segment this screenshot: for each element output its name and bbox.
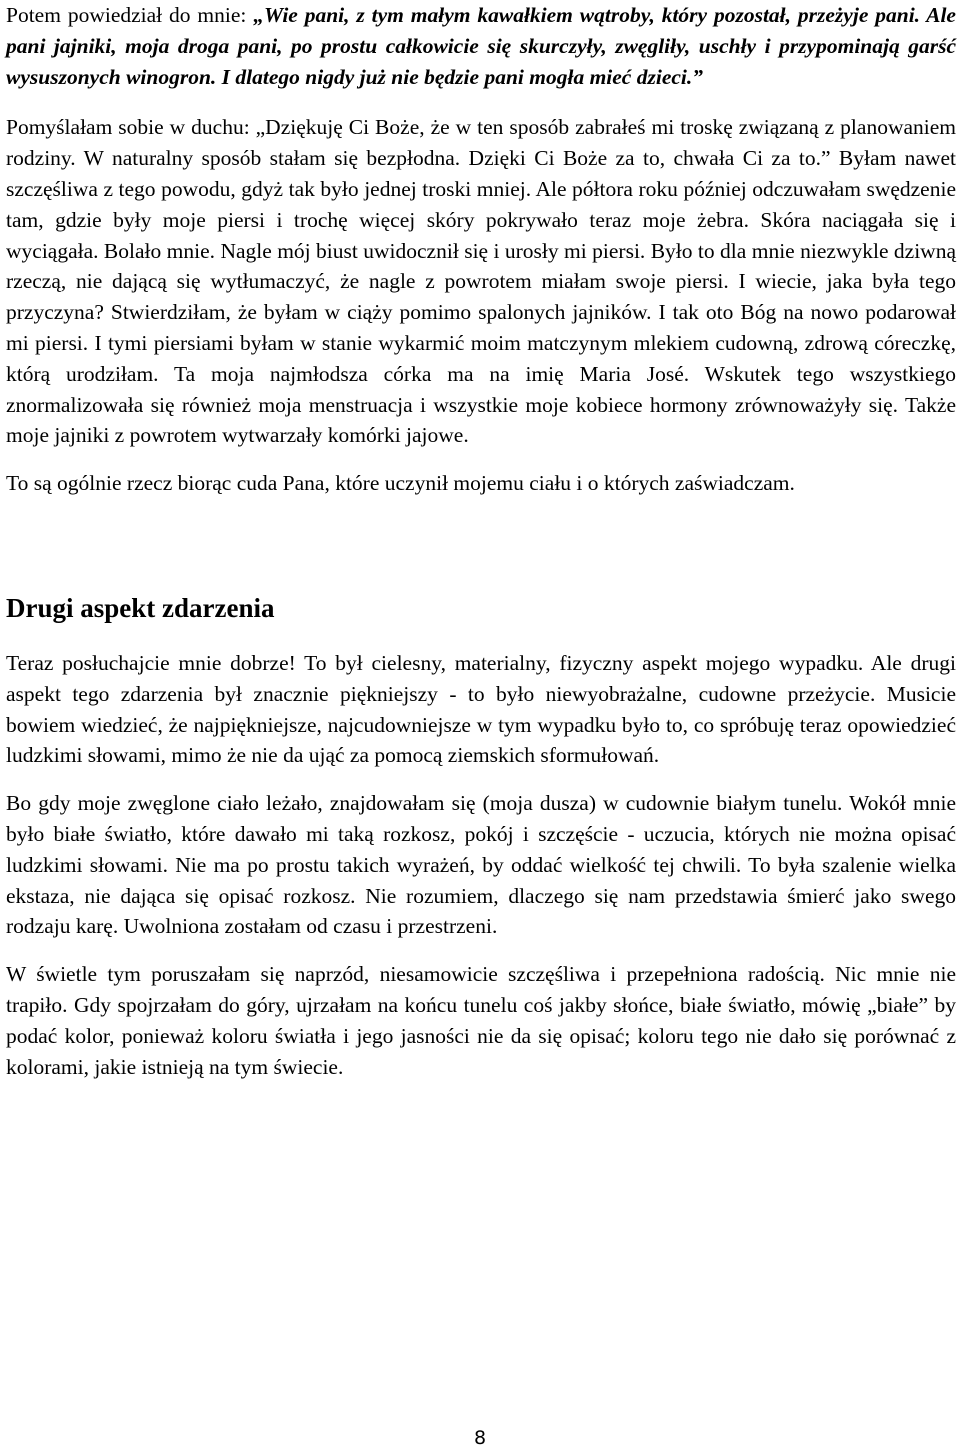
body-paragraph: W świetle tym poruszałam się naprzód, niesamowicie szczęśliwa i przepełniona radością. Nic mnie nie trapiło. Gdy spojrzałam do góry, ujrzałam na końcu tunelu coś jakby słońce, białe światło, mówię „białe” by podać kolor, ponieważ koloru światła i jego jasności nie da się opisać; koloru tego nie dało się porównać z kolorami, jakie istnieją na tym świecie.: [6, 962, 956, 1079]
body-paragraph: Teraz posłuchajcie mnie dobrze! To był cielesny, materialny, fizyczny aspekt mojego wypadku. Ale drugi aspekt tego zdarzenia był znacznie piękniejszy - to było niewyobrażalne, cudowne przeżycie. Musicie bowiem wiedzieć, że najpiękniejsze, najcudowniejsze w tym wypadku było to, co spróbuję teraz opowiedzieć ludzkimi słowami, mimo że nie da ująć za pomocą ziemskich sformułowań.: [6, 650, 956, 768]
doctor-quote: „Wie pani, z tym małym kawałkiem wątroby, który pozostał, przeżyje pani. Ale pani jajniki, moja droga pani, po prostu całkowicie się skurczyły, zwęgliły, uschły i przypominają garść wysuszonych winogron. I dlatego nigdy już nie będzie pani mogła mieć dzieci.”: [6, 3, 956, 89]
intro-paragraph: [6, 0, 956, 92]
body-paragraph: Pomyślałam sobie w duchu: „Dziękuję Ci Boże, że w ten sposób zabrałeś mi troskę związaną z planowaniem rodziny. W naturalny sposób stałam się bezpłodna. Dzięki Ci Boże za to, chwała Ci za to.” Byłam nawet szczęśliwa z tego powodu, gdyż tak było jednej troski mniej. Ale półtora roku później odczuwałam swędzenie tam, gdzie były moje piersi i trochę więcej skóry pokrywało teraz moje żebra. Skóra naciągała się i wyciągała. Bolało mnie. Nagle mój biust uwidocznił się i urosły mi piersi. Było to dla mnie niezwykle dziwną rzeczą, nie dającą się wytłumaczyć, że nagle z powrotem miałam swoje piersi. I wiecie, jaka była tego przyczyna? Stwierdziłam, że byłam w ciąży pomimo spalonych jajników. I tak oto Bóg na nowo podarował mi piersi. I tymi piersiami byłam w stanie wykarmić moim matczynym mlekiem cudowną, zdrową córeczkę, którą urodziłam. Ta moja najmłodsza córka ma na imię Maria José. Wskutek tego wszystkiego znormalizowała się również moja menstruacja i wszystkie moje kobiece hormony zrównoważyły się. Także moje jajniki z powrotem wytwarzały komórki jajowe.: [6, 115, 956, 448]
document-page: [6, 0, 956, 1082]
body-paragraph: Bo gdy moje zwęglone ciało leżało, znajdowałam się (moja dusza) w cudownie białym tunelu. Wokół mnie było białe światło, które dawało mi taką rozkosz, pokój i szczęście - uczucia, których nie można opisać ludzkimi słowami. Nie ma po prostu takich wyrażeń, by oddać wielkość tej chwili. To była szalenie wielka ekstaza, nie dająca się opisać rozkosz. Nie rozumiem, dlaczego się nam przedstawia śmierć jako swego rodzaju karę. Uwolniona zostałam od czasu i przestrzeni.: [6, 791, 956, 939]
intro-lead: Potem powiedział do mnie:: [6, 3, 254, 27]
section-heading: Drugi aspekt zdarzenia: [6, 592, 275, 623]
body-paragraph: To są ogólnie rzecz biorąc cuda Pana, które uczynił mojemu ciału i o których zaświadczam.: [6, 471, 795, 496]
page-number: 8: [473, 1427, 487, 1449]
